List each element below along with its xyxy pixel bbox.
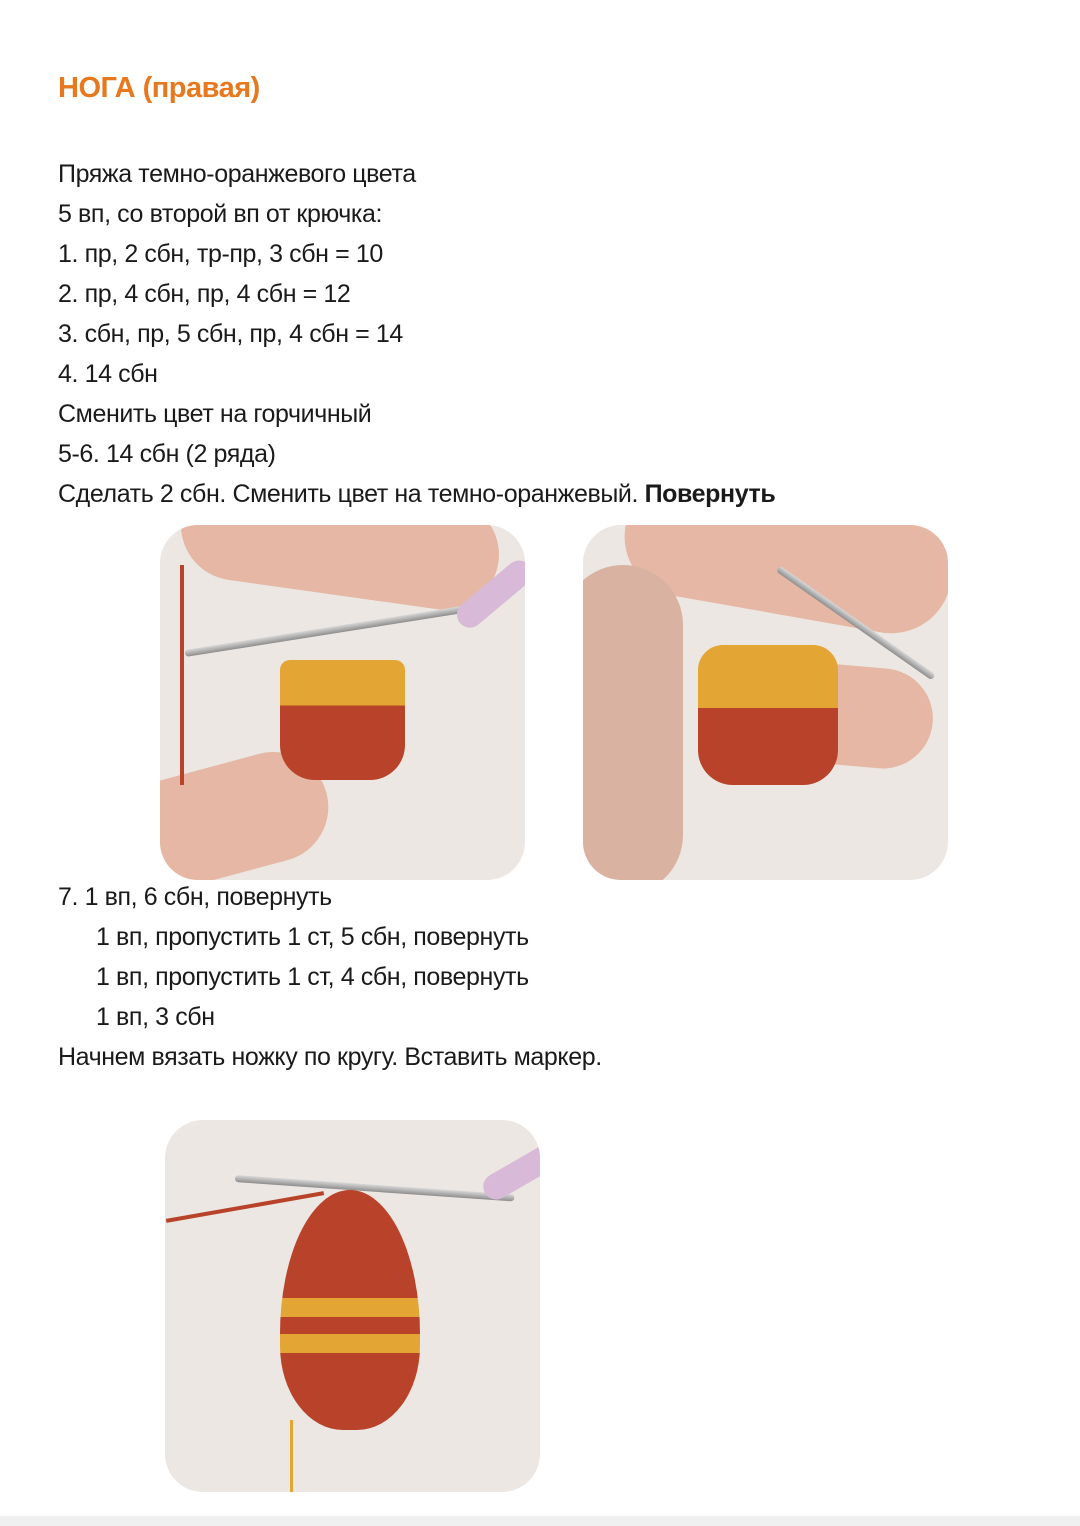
instruction-line: 3. сбн, пр, 5 сбн, пр, 4 сбн = 14 xyxy=(58,320,403,348)
instruction-line: 4. 14 сбн xyxy=(58,360,158,388)
instruction-line: Пряжа темно-оранжевого цвета xyxy=(58,160,416,188)
instruction-line: 5-6. 14 сбн (2 ряда) xyxy=(58,440,276,468)
instruction-line: 1 вп, пропустить 1 ст, 4 сбн, повернуть xyxy=(96,963,529,991)
instruction-line: 5 вп, со второй вп от крючка: xyxy=(58,200,383,228)
instruction-line-turn xyxy=(58,474,775,514)
instructions-block-1 xyxy=(58,154,775,514)
instruction-line: 1. пр, 2 сбн, тр-пр, 3 сбн = 10 xyxy=(58,240,383,268)
instruction-line: 1 вп, 3 сбн xyxy=(96,1003,215,1031)
instruction-line: Начнем вязать ножку по кругу. Вставить маркер. xyxy=(58,1043,602,1071)
page-bottom-edge xyxy=(0,1516,1080,1526)
instruction-line: Сменить цвет на горчичный xyxy=(58,400,372,428)
instructions-block-2 xyxy=(58,877,602,1077)
page-title: НОГА (правая) xyxy=(58,72,260,104)
photo-step-2 xyxy=(583,525,948,880)
photo-step-3 xyxy=(165,1120,540,1492)
instruction-line: 2. пр, 4 сбн, пр, 4 сбн = 12 xyxy=(58,280,351,308)
turn-text: Сделать 2 сбн. Сменить цвет на темно-оранжевый. xyxy=(58,480,645,508)
instruction-line: 7. 1 вп, 6 сбн, повернуть xyxy=(58,883,332,911)
turn-bold: Повернуть xyxy=(644,480,776,508)
instruction-line: 1 вп, пропустить 1 ст, 5 сбн, повернуть xyxy=(96,923,529,951)
photo-step-1 xyxy=(160,525,525,880)
